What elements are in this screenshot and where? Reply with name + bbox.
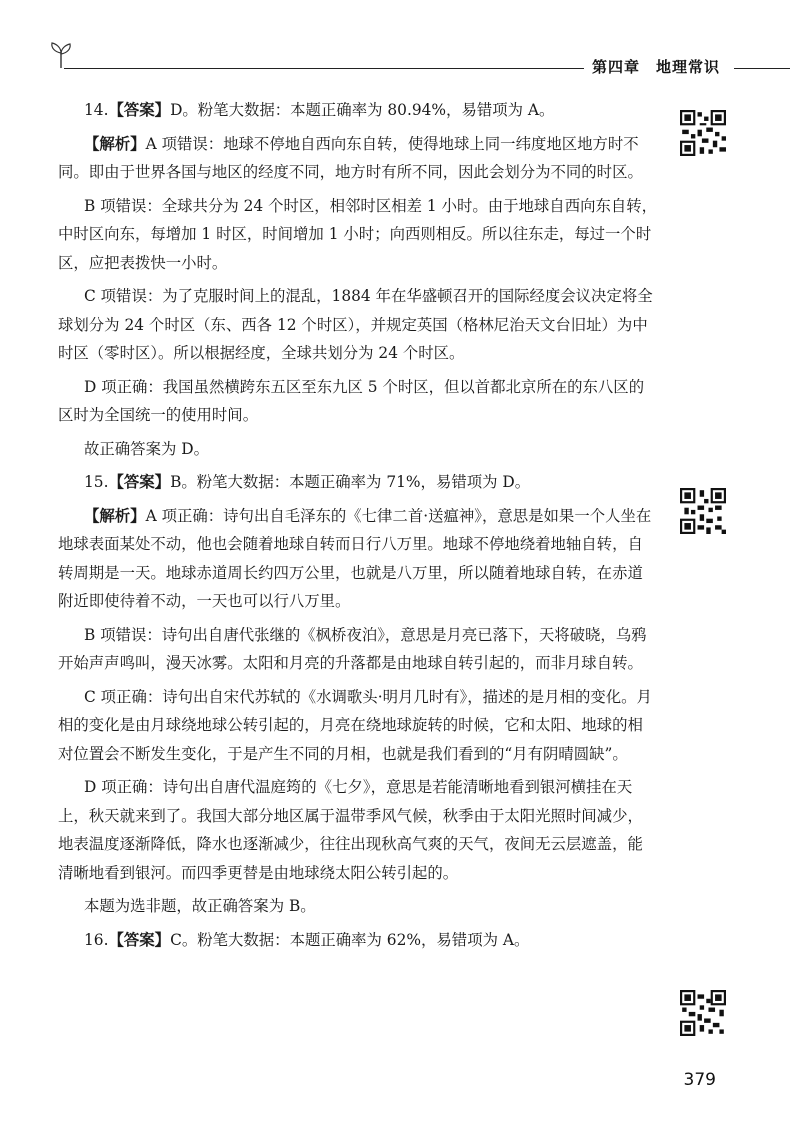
sprout-icon <box>46 40 76 70</box>
q15-explanation-a: 【解析】A 项正确：诗句出自毛泽东的《七律二首·送瘟神》，意思是如果一个人坐在地球表面某处不动，他也会随着地球自转而日行八万里。地球不停地绕着地轴自转，自转周期是一天。地球赤道周长约四万公里，也就是八万里，所以随着地球自转，在赤道附近即使待着不动，一天也可以行八万里。 <box>58 506 652 610</box>
header-rule-left <box>64 68 584 69</box>
header-rule-right <box>734 68 790 69</box>
q15-explanation-b: B 项错误：诗句出自唐代张继的《枫桥夜泊》，意思是月亮已落下，天将破晓，乌鸦开始声声鸣叫，漫天冰雾。太阳和月亮的升落都是由地球自转引起的，而非月球自转。 <box>58 625 647 672</box>
q16-answer: 16.【答案】C。粉笔大数据：本题正确率为 62%，易错项为 A。 <box>84 930 530 949</box>
qr-code-icon[interactable] <box>680 110 726 156</box>
q15-explanation-d: D 项正确：诗句出自唐代温庭筠的《七夕》，意思是若能清晰地看到银河横挂在天上，秋天就来到了。我国大部分地区属于温带季风气候，秋季由于太阳光照时间减少，地表温度逐渐降低，降水也逐渐减少，往往出现秋高气爽的天气，夜间无云层遮盖，能清晰地看到银河。而四季更替是由地球绕太阳公转引起的。 <box>58 778 643 882</box>
q14-explanation-d: D 项正确：我国虽然横跨东五区至东九区 5 个时区，但以首都北京所在的东八区的区时为全国统一的使用时间。 <box>58 377 645 424</box>
q15-explanation-c: C 项正确：诗句出自宋代苏轼的《水调歌头·明月几时有》，描述的是月相的变化。月相的变化是由月球绕地球公转引起的，月亮在绕地球旋转的时候，它和太阳、地球的相对位置会不断发生变化，于是产生不同的月相，也就是我们看到的“月有阴晴圆缺”。 <box>58 687 652 763</box>
answer-explanations <box>58 96 658 959</box>
qr-code-icon[interactable] <box>680 488 726 534</box>
chapter-title: 第四章 地理常识 <box>592 58 721 76</box>
qr-code-icon[interactable] <box>680 990 726 1036</box>
q14-explanation-a: 【解析】A 项错误：地球不停地自西向东自转，使得地球上同一纬度地区地方时不同。即由于世界各国与地区的经度不同，地方时有所不同，因此会划分为不同的时区。 <box>58 134 643 181</box>
q14-answer: 14.【答案】D。粉笔大数据：本题正确率为 80.94%，易错项为 A。 <box>84 101 555 119</box>
q14-explanation-b: B 项错误：全球共分为 24 个时区，相邻时区相差 1 小时。由于地球自西向东自转，中时区向东，每增加 1 时区，时间增加 1 小时；向西则相反。所以往东走，每过一个时区，应把表拨快一小时。 <box>58 196 658 272</box>
q15-answer: 15.【答案】B。粉笔大数据：本题正确率为 71%，易错项为 D。 <box>84 473 531 491</box>
q14-conclusion: 故正确答案为 D。 <box>84 439 209 458</box>
q14-explanation-c: C 项错误：为了克服时间上的混乱，1884 年在华盛顿召开的国际经度会议决定将全球划分为 24 个时区（东、西各 12 个时区），并规定英国（格林尼治天文台旧址）为中时区（零时区）。所以根据经度，全球共划分为 24 个时区。 <box>58 287 653 362</box>
q15-conclusion: 本题为选非题，故正确答案为 B。 <box>84 897 316 915</box>
page-number: 379 <box>683 1070 716 1090</box>
